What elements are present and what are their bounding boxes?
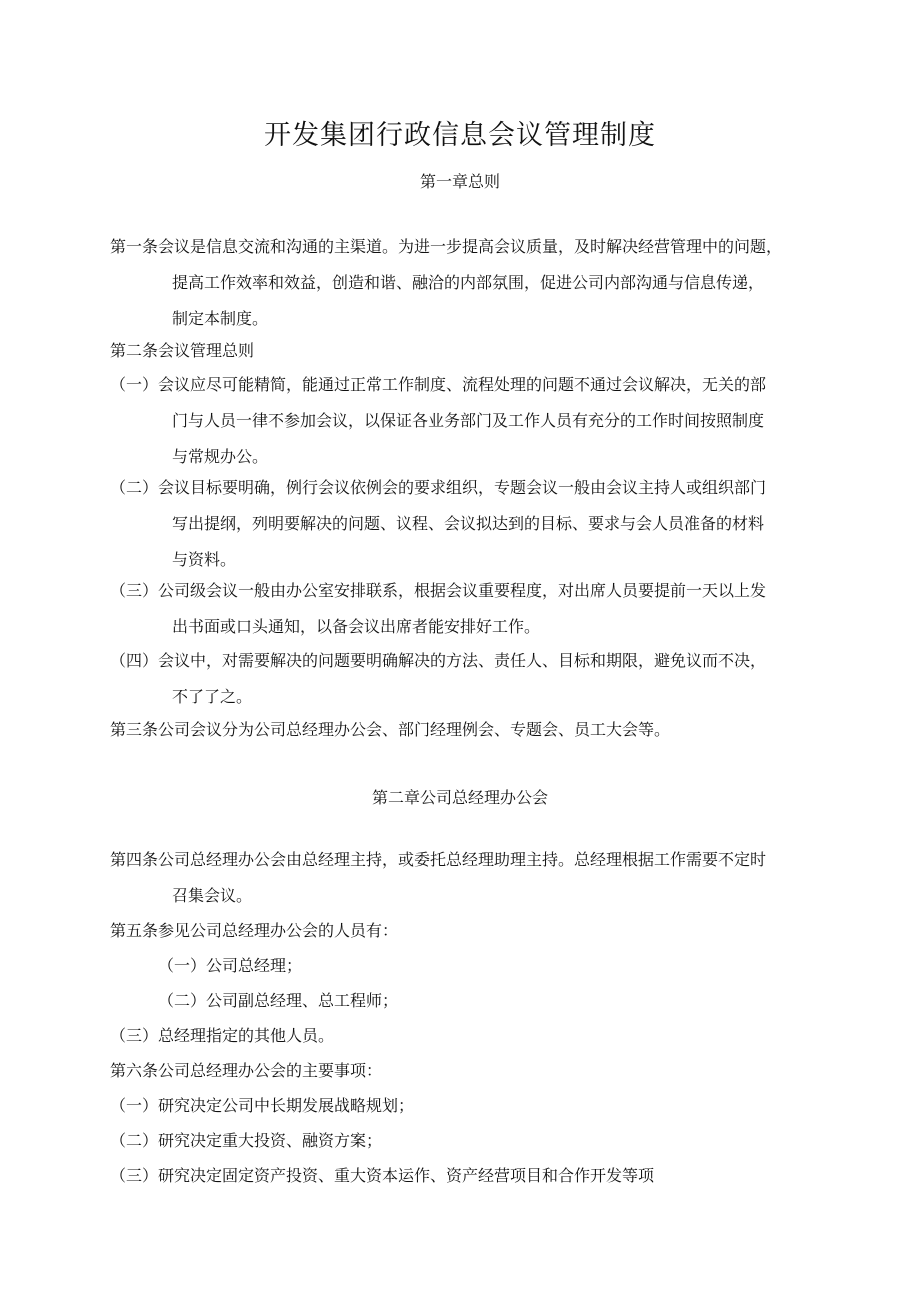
article-2-item-4 xyxy=(110,643,820,715)
document-title: 开发集团行政信息会议管理制度 xyxy=(264,120,656,151)
chapter-heading-1: 第一章总则 xyxy=(419,172,500,191)
article-5-item-1: （一）公司总经理； xyxy=(158,956,303,975)
article-1-line: 提高工作效率和效益，创造和谐、融洽的内部氛围，促进公司内部沟通与信息传递， xyxy=(172,273,765,292)
item-line: 门与人员一律不参加会议，以保证各业务部门及工作人员有充分的工作时间按照制度 xyxy=(172,411,765,430)
article-2-item-1 xyxy=(110,367,820,475)
article-1-line: 制定本制度。 xyxy=(172,309,269,328)
item-line: 不了了之。 xyxy=(172,687,253,706)
article-6: 第六条公司总经理办公会的主要事项： xyxy=(110,1061,383,1080)
item-line: （一）会议应尽可能精简，能通过正常工作制度、流程处理的问题不通过会议解决，无关的部 xyxy=(110,375,767,394)
item-line: 与常规办公。 xyxy=(172,447,269,466)
article-2-item-2 xyxy=(110,470,820,578)
item-line: （三）公司级会议一般由办公室安排联系，根据会议重要程度，对出席人员要提前一天以上发 xyxy=(110,581,767,600)
article-4 xyxy=(110,842,820,914)
article-5-item-3: （三）总经理指定的其他人员。 xyxy=(110,1026,335,1045)
article-4-line: 第四条公司总经理办公会由总经理主持，或委托总经理助理主持。总经理根据工作需要不定时 xyxy=(110,850,767,869)
article-1 xyxy=(110,229,820,337)
article-2-item-3 xyxy=(110,573,820,645)
chapter-heading-2: 第二章公司总经理办公会 xyxy=(371,788,548,807)
item-line: 与资料。 xyxy=(172,550,237,569)
article-6-item-1: （一）研究决定公司中长期发展战略规划； xyxy=(110,1096,415,1115)
article-5-item-2: （二）公司副总经理、总工程师； xyxy=(158,991,399,1010)
item-line: （四）会议中，对需要解决的问题要明确解决的方法、责任人、目标和期限，避免议而不决， xyxy=(110,651,767,670)
article-1-line: 第一条会议是信息交流和沟通的主渠道。为进一步提高会议质量，及时解决经营管理中的问题， xyxy=(110,237,783,256)
article-6-item-2: （二）研究决定重大投资、融资方案； xyxy=(110,1131,383,1150)
article-2-heading: 第二条会议管理总则 xyxy=(110,341,255,360)
item-line: （二）会议目标要明确，例行会议依例会的要求组织，专题会议一般由会议主持人或组织部门 xyxy=(110,478,767,497)
article-6-item-3: （三）研究决定固定资产投资、重大资本运作、资产经营项目和合作开发等项 xyxy=(110,1166,655,1185)
item-line: 出书面或口头通知，以备会议出席者能安排好工作。 xyxy=(172,617,541,636)
article-4-line: 召集会议。 xyxy=(172,886,253,905)
item-line: 写出提纲，列明要解决的问题、议程、会议拟达到的目标、要求与会人员准备的材料 xyxy=(172,514,765,533)
article-5: 第五条参见公司总经理办公会的人员有： xyxy=(110,921,399,940)
article-3: 第三条公司会议分为公司总经理办公会、部门经理例会、专题会、员工大会等。 xyxy=(110,720,671,739)
